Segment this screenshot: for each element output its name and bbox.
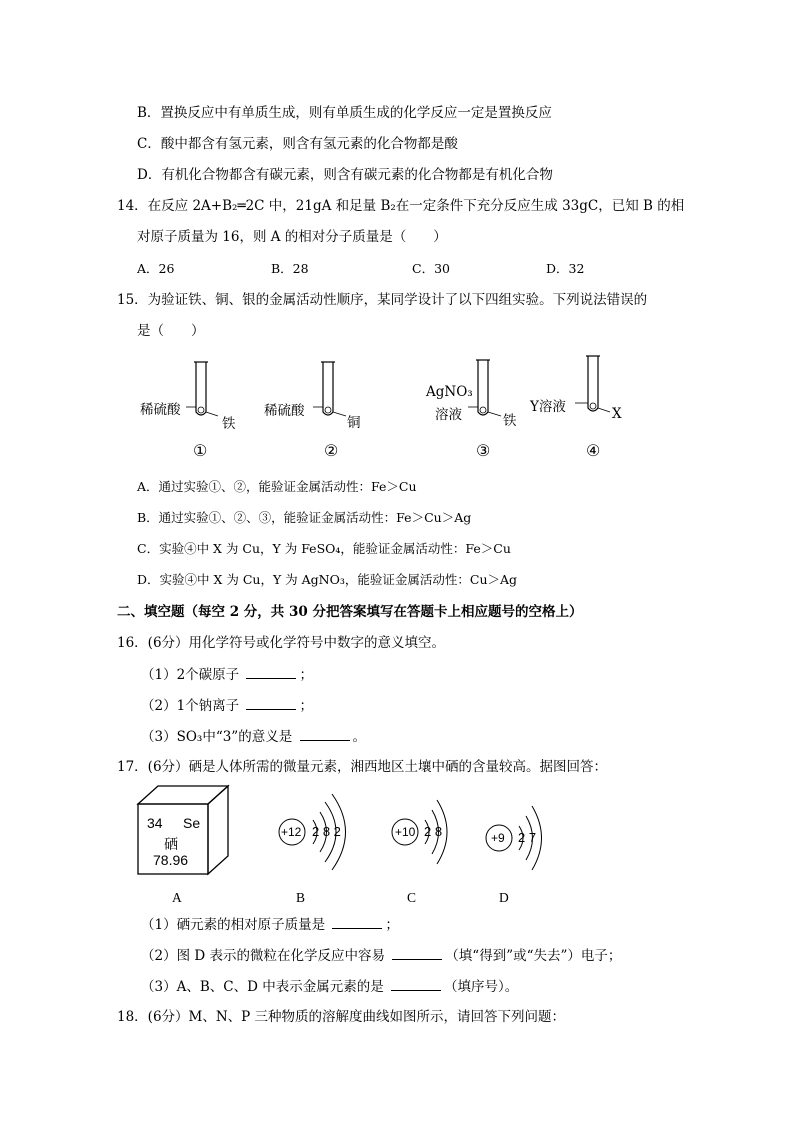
q14-option-d: D．32 xyxy=(546,261,585,276)
q13-option-d: D．有机化合物都含有碳元素，则含有碳元素的化合物都是有机化合物 xyxy=(137,167,553,183)
q17-atom-figure xyxy=(135,784,575,880)
experiment-number-1: ① xyxy=(193,441,208,460)
figure-caption-c: C xyxy=(407,890,417,905)
q17-part-1-text: （1）硒元素的相对原子质量是 xyxy=(141,917,326,933)
figure-caption-b: B xyxy=(296,890,306,905)
q16-part-1 xyxy=(141,664,313,685)
q16-part-1-text: （1）2个碳原子 xyxy=(141,667,240,683)
element-atomic-mass: 78.96 xyxy=(153,852,189,868)
element-symbol: Se xyxy=(183,815,201,831)
q17-part-2-text: （2）图 D 表示的微粒在化学反应中容易 xyxy=(141,948,385,964)
q14-stem-line2: 对原子质量为 16，则 A 的相对分子质量是（ ） xyxy=(137,229,447,245)
tube4-left-label: Y溶液 xyxy=(530,399,566,415)
q16-part-3-text: （3）SO₃中“3”的意义是 xyxy=(141,729,293,745)
q15-option-a: A．通过实验①、②，能验证金属活动性：Fe＞Cu xyxy=(137,479,417,494)
test-tube-2 xyxy=(313,362,346,416)
q16-answer-blank-2[interactable] xyxy=(246,695,296,710)
q15-test-tubes-figure xyxy=(130,350,650,430)
q15-stem-line1: 15．为验证铁、铜、银的金属活动性顺序，某同学设计了以下四组实验。下列说法错误的 xyxy=(117,292,648,308)
experiment-number-2: ② xyxy=(324,441,339,460)
q17-part-2 xyxy=(141,945,621,966)
atom-b-nucleus: +12 xyxy=(281,825,302,839)
q17-part-3 xyxy=(141,976,518,997)
q17-answer-blank-3[interactable] xyxy=(391,976,441,991)
q16-part-3-period: 。 xyxy=(352,729,367,745)
q15-option-b: B．通过实验①、②、③，能验证金属活动性：Fe＞Cu＞Ag xyxy=(137,510,472,525)
q17-part-3-suffix: （填序号）。 xyxy=(444,979,519,995)
atom-d-electrons: 2 7 xyxy=(518,830,537,845)
q17-part-2-suffix: （填“得到”或“失去”）电子； xyxy=(445,948,622,964)
q14-stem-line1: 14．在反应 2A+B₂═2C 中，21gA 和足量 B₂在一定条件下充分反应生成 33gC，已知 B 的相 xyxy=(117,198,685,214)
q13-option-c: C．酸中都含有氢元素，则含有氢元素的化合物都是酸 xyxy=(137,136,458,152)
q16-part-1-semicolon: ； xyxy=(299,667,313,683)
q16-answer-blank-1[interactable] xyxy=(246,664,296,679)
experiment-number-3: ③ xyxy=(476,441,491,460)
tube3-left-label-2: 溶液 xyxy=(435,407,462,423)
element-name: 硒 xyxy=(164,837,178,853)
figure-caption-d: D xyxy=(499,890,509,905)
test-tube-1 xyxy=(186,362,218,416)
q17-part-1 xyxy=(141,914,399,935)
q16-part-2-semicolon: ； xyxy=(299,698,313,714)
q15-option-d: D．实验④中 X 为 Cu，Y 为 AgNO₃，能验证金属活动性：Cu＞Ag xyxy=(137,572,518,587)
atom-c-nucleus: +10 xyxy=(395,825,416,839)
q16-part-3 xyxy=(141,726,366,747)
section-two-heading: 二、填空题（每空 2 分，共 30 分把答案填写在答题卡上相应题号的空格上） xyxy=(117,604,583,620)
tube2-right-label: 铜 xyxy=(347,415,361,431)
q17-answer-blank-1[interactable] xyxy=(332,914,382,929)
tube4-right-label: X xyxy=(612,406,622,422)
q14-option-a: A．26 xyxy=(137,261,175,276)
atom-c-electrons: 2 8 xyxy=(424,824,443,839)
tube1-right-label: 铁 xyxy=(222,416,236,432)
q17-answer-blank-2[interactable] xyxy=(392,945,442,960)
figure-caption-a: A xyxy=(172,890,182,905)
tube3-right-label: 铁 xyxy=(503,413,517,429)
test-tube-4 xyxy=(575,356,610,412)
q15-option-c: C．实验④中 X 为 Cu，Y 为 FeSO₄，能验证金属活动性：Fe＞Cu xyxy=(137,541,511,556)
element-atomic-number: 34 xyxy=(147,815,163,831)
q17-part-3-text: （3）A、B、C、D 中表示金属元素的是 xyxy=(141,979,384,995)
tube2-left-label: 稀硫酸 xyxy=(264,403,305,419)
tube1-left-label: 稀硫酸 xyxy=(140,402,181,418)
experiment-number-4: ④ xyxy=(586,441,601,460)
atom-b-electrons: 2 8 2 xyxy=(312,824,341,839)
q13-option-b: B．置换反应中有单质生成，则有单质生成的化学反应一定是置换反应 xyxy=(137,105,552,121)
q16-part-2 xyxy=(141,695,313,716)
q16-answer-blank-3[interactable] xyxy=(300,726,350,741)
q14-option-b: B．28 xyxy=(271,261,309,276)
q16-part-2-text: （2）1个钠离子 xyxy=(141,698,240,714)
q16-stem: 16．(6分）用化学符号或化学符号中数字的意义填空。 xyxy=(117,635,446,651)
q17-part-1-semicolon: ； xyxy=(385,917,399,933)
tube3-left-label-1: AgNO₃ xyxy=(426,384,473,400)
q18-stem: 18．(6分）M、N、P 三种物质的溶解度曲线如图所示，请回答下列问题： xyxy=(117,1009,566,1025)
q14-option-c: C．30 xyxy=(412,261,450,276)
q15-stem-line2: 是（ ） xyxy=(137,323,205,339)
q17-stem: 17．(6分）硒是人体所需的微量元素，湘西地区土壤中硒的含量较高。据图回答： xyxy=(117,759,608,775)
atom-d-nucleus: +9 xyxy=(491,831,505,845)
